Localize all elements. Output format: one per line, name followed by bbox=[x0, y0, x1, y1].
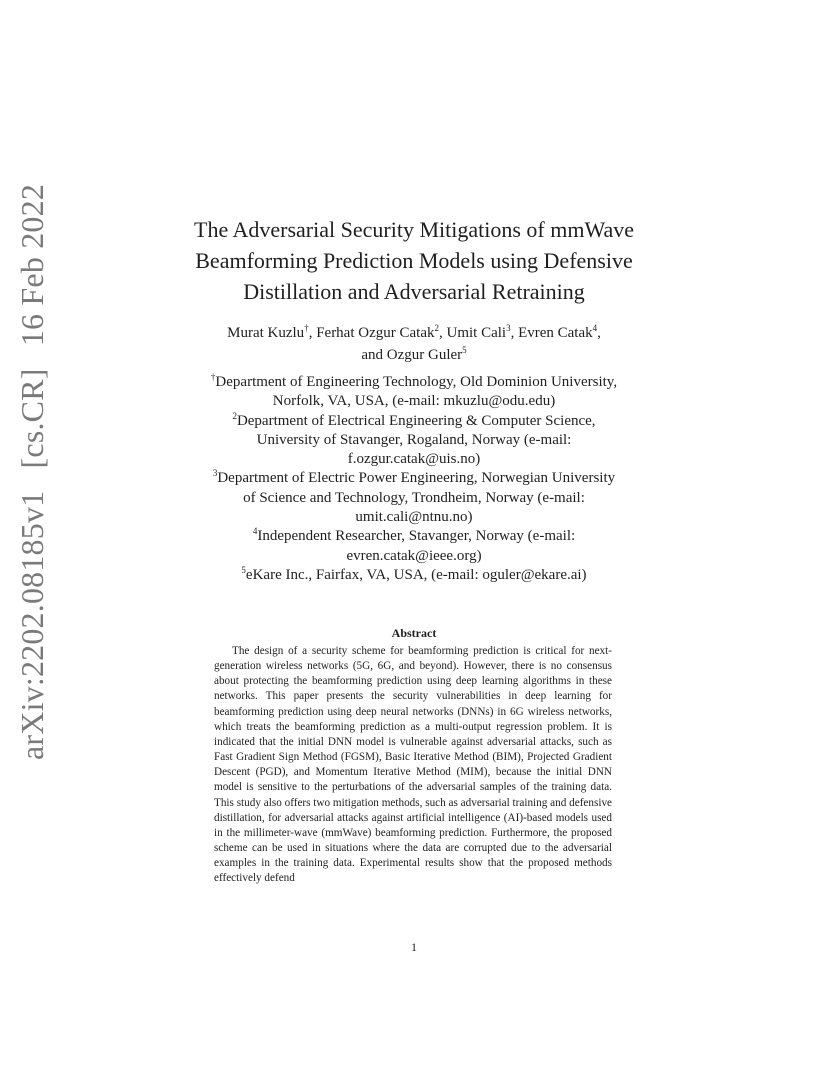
author-list bbox=[150, 322, 678, 366]
arxiv-stamp bbox=[14, 170, 51, 760]
affiliation-5 bbox=[150, 566, 678, 585]
affiliation-text: Independent Researcher, Stavanger, Norway (e-mail: bbox=[257, 528, 576, 545]
author-mark: 2 bbox=[434, 323, 439, 333]
affiliation-list bbox=[150, 373, 678, 585]
page-number: 1 bbox=[411, 940, 417, 954]
author-mark: † bbox=[304, 323, 309, 333]
arxiv-date: 16 Feb 2022 bbox=[14, 183, 50, 347]
author-mark: 5 bbox=[462, 345, 467, 355]
affiliation-text: eKare Inc., Fairfax, VA, USA, (e-mail: oguler@ekare.ai) bbox=[245, 566, 587, 583]
affiliation-text: Department of Electrical Engineering & Computer Science, bbox=[236, 412, 596, 429]
affiliation-line: Norfolk, VA, USA, (e-mail: mkuzlu@odu.edu) bbox=[272, 393, 556, 410]
affiliation-line bbox=[150, 527, 678, 546]
affiliation-line bbox=[150, 566, 678, 585]
affiliation-line: University of Stavanger, Rogaland, Norway (e-mail: bbox=[256, 431, 572, 448]
affiliation-3 bbox=[150, 469, 678, 527]
abstract-body: The design of a security scheme for beamforming prediction is critical for next-generation wireless networks (5G, 6G, and beyond). However, there is no consensus about protecting the beamforming prediction using deep learning algorithms in these networks. This paper presents the security vulnerabilities in deep learning for beamforming prediction using deep neural networks (DNNs) in 6G wireless networks, which treats the beamforming prediction as a multi-output regression problem. It is indicated that the initial DNN model is vulnerable against adversarial attacks, such as Fast Gradient Sign Method (FGSM), Basic Iterative Method (BIM), Projected Gradient Descent (PGD), and Momentum Iterative Method (MIM), because the initial DNN model is sensitive to the perturbations of the adversarial samples of the training data. This study also offers two mitigation methods, such as adversarial training and defensive distillation, for adversarial attacks against artificial intelligence (AI)-based models used in the millimeter-wave (mmWave) beamforming prediction. Furthermore, the proposed scheme can be used in situations where the data are corrupted due to the adversarial examples in the training data. Experimental results show that the proposed methods effectively defend bbox=[214, 645, 612, 885]
arxiv-category: [cs.CR] bbox=[14, 368, 50, 469]
affiliation-line bbox=[150, 469, 678, 488]
authors-line-1: Murat Kuzlu†, Ferhat Ozgur Catak$^2$, Umit Cali$^3$, Evren Catak$^4$, bbox=[227, 323, 601, 341]
abstract-heading: Abstract bbox=[391, 626, 437, 640]
author-name: and Ozgur Guler bbox=[361, 347, 463, 363]
affiliation-4 bbox=[150, 527, 678, 566]
author-name: Murat Kuzlu bbox=[227, 325, 305, 341]
affiliation-line bbox=[150, 373, 678, 392]
author-name: Ferhat Ozgur Catak bbox=[316, 325, 435, 341]
affiliation-line: f.ozgur.catak@uis.no) bbox=[347, 451, 481, 468]
affiliation-1 bbox=[150, 373, 678, 412]
paper-title bbox=[150, 214, 678, 307]
affiliation-mark: 5 bbox=[241, 564, 246, 575]
affiliation-line: of Science and Technology, Trondheim, Norway (e-mail: bbox=[243, 489, 585, 506]
title-line-2: Beamforming Prediction Models using Defensive bbox=[195, 248, 633, 273]
affiliation-line bbox=[150, 412, 678, 431]
affiliation-mark: 3 bbox=[212, 468, 218, 479]
affiliation-line: umit.cali@ntnu.no) bbox=[355, 509, 473, 526]
title-line-1: The Adversarial Security Mitigations of mmWave bbox=[194, 217, 634, 242]
affiliation-mark: 4 bbox=[252, 526, 258, 537]
affiliation-line: evren.catak@ieee.org) bbox=[346, 547, 482, 564]
arxiv-id: arXiv:2202.08185v1 bbox=[14, 490, 50, 760]
title-line-3: Distillation and Adversarial Retraining bbox=[243, 279, 585, 304]
affiliation-text: Department of Engineering Technology, Old Dominion University, bbox=[215, 374, 618, 390]
author-name: Evren Catak bbox=[518, 325, 593, 341]
affiliation-mark: 2 bbox=[232, 410, 237, 421]
affiliation-2 bbox=[150, 412, 678, 470]
affiliation-mark: † bbox=[210, 372, 216, 382]
affiliation-text: Department of Electric Power Engineering, Norwegian University bbox=[217, 470, 616, 487]
authors-line-2 bbox=[150, 344, 678, 366]
author-name: Umit Cali bbox=[446, 325, 507, 341]
author-mark: 4 bbox=[592, 323, 598, 333]
author-mark: 3 bbox=[506, 323, 511, 333]
